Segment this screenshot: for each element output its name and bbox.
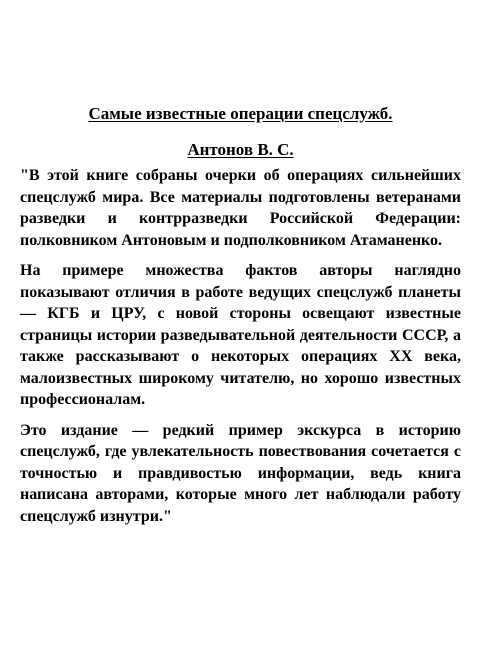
annotation-paragraph-3: Это издание — редкий пример экскурса в историю спецслужб, где увлекательность повествования сочетается с точностью и правдивостью информации, ведь книга написана авторами, которые много лет наблюдали работу спецслужб изнутри.": [20, 421, 461, 525]
book-annotation: [20, 103, 461, 536]
annotation-paragraph-2: На примере множества фактов авторы наглядно показывают отличия в работе ведущих спецслужб планеты — КГБ и ЦРУ, с новой стороны освещают известные страницы истории разведывательной деятельности СССР, а также рассказывают о некоторых операциях XX века, малоизвестных широкому читателю, но хорошо известных профессионалам.: [20, 262, 461, 408]
annotation-paragraph-1: "В этой книге собраны очерки об операциях сильнейших спецслужб мира. Все материалы подготовлены ветеранами разведки и контрразведки Российской Федерации: полковником Антоновым и подполковником Атаманенко.: [20, 167, 461, 249]
book-author: Антонов В. С.: [187, 140, 294, 159]
book-title: Самые известные операции спецслужб.: [88, 104, 393, 123]
